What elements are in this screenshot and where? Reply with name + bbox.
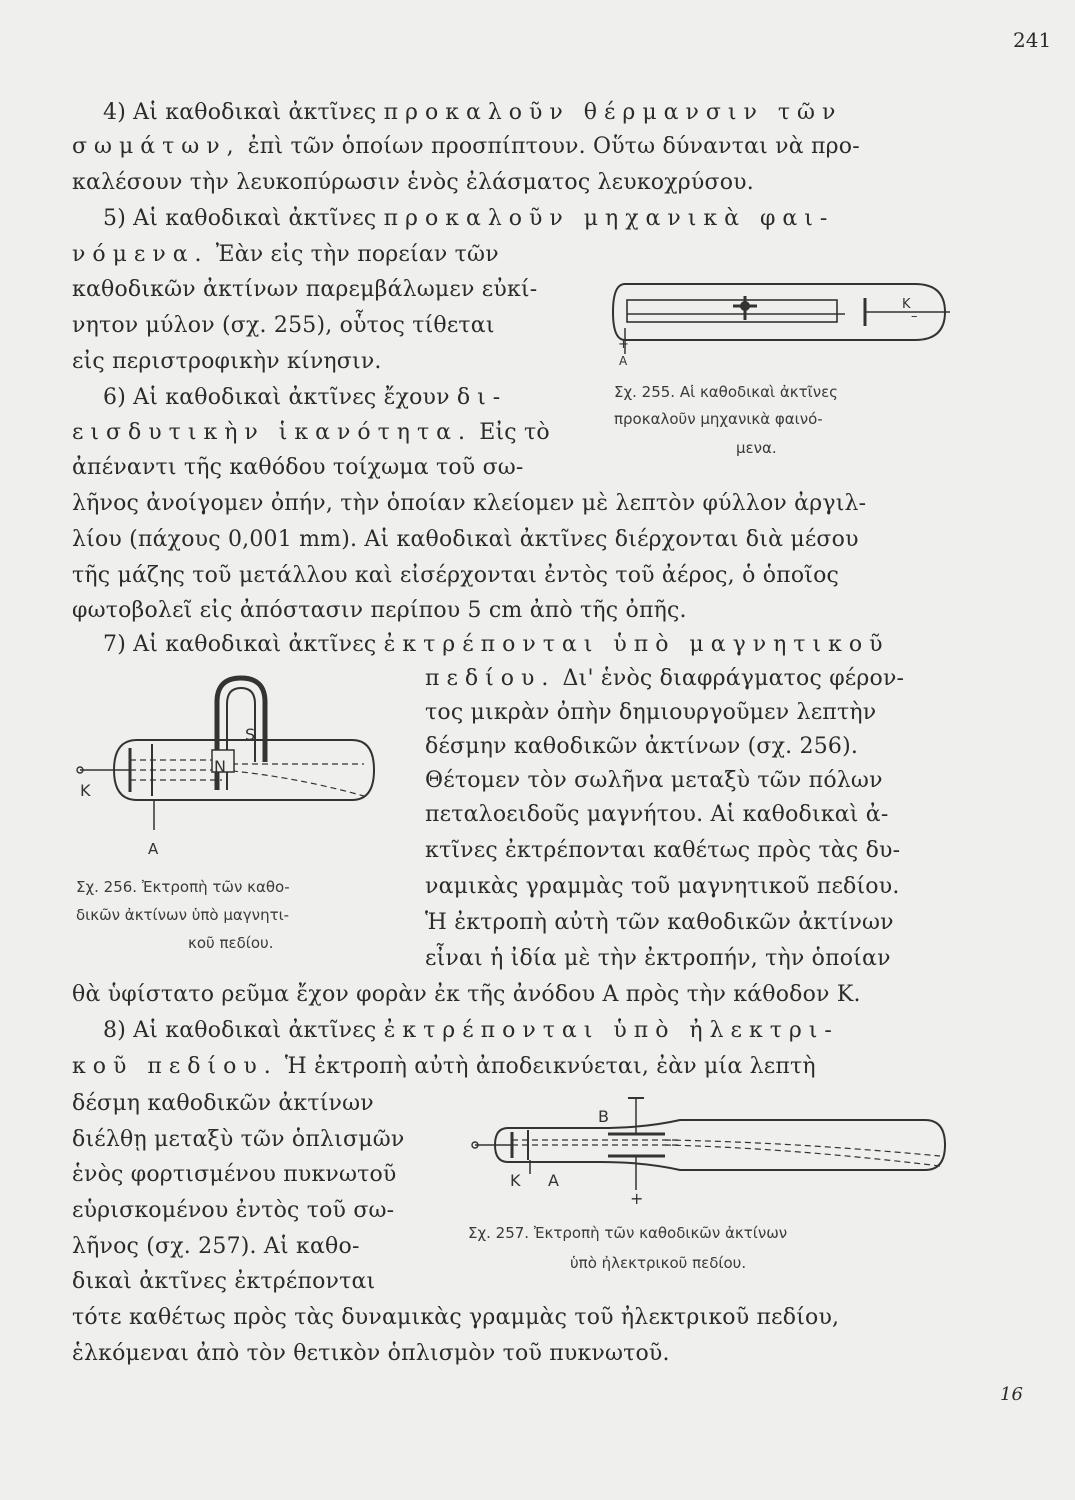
figure-255-diagram: [605, 272, 955, 372]
emphasis-text: κοῦ πεδίου.: [72, 1054, 278, 1079]
caption-fig257-line: Σχ. 257. Ἐκτροπὴ τῶν καθοδικῶν ἀκτίνων: [468, 1224, 788, 1242]
text-segment: 5) Αἱ καθοδικαὶ ἀκτῖνες: [103, 206, 377, 231]
anode-label: A: [548, 1171, 559, 1190]
emphasis-text: προκαλοῦν θέρμανσιν τῶν: [383, 100, 843, 125]
anode-plus: +: [618, 337, 629, 352]
text-line: [72, 240, 499, 270]
text-line: ναμικὰς γραμμὰς τοῦ μαγνητικοῦ πεδίου.: [425, 874, 900, 899]
emphasis-text: εισδυτικὴν ἱκανότητα.: [72, 420, 472, 445]
anode-label: A: [148, 840, 159, 858]
text-line: θὰ ὑφίστατο ρεῦμα ἔχον φορὰν ἐκ τῆς ἀνόδου Α πρὸς τὴν κάθοδον Κ.: [72, 982, 861, 1007]
text-line: Θέτομεν τὸν σωλῆνα μεταξὺ τῶν πόλων: [425, 768, 883, 793]
rail: [627, 300, 837, 322]
text-line: διέλθῃ μεταξὺ τῶν ὁπλισμῶν: [72, 1127, 405, 1152]
cathode-label: K: [80, 781, 91, 800]
text-line: τῆς μάζης τοῦ μετάλλου καὶ εἰσέρχονται ἐντὸς τοῦ ἀέρος, ὁ ὁποῖος: [72, 563, 840, 588]
text-line: εἶναι ἡ ἰδία μὲ τὴν ἐκτροπήν, τὴν ὁποίαν: [425, 946, 891, 971]
text-line: [103, 630, 889, 660]
text-line: καθοδικῶν ἀκτίνων παρεμβάλωμεν εὐκί-: [72, 277, 538, 302]
caption-fig256-line: κοῦ πεδίου.: [188, 934, 274, 952]
text-line: ἀπέναντι τῆς καθόδου τοίχωμα τοῦ σω-: [72, 455, 524, 480]
emphasis-text: προκαλοῦν μηχανικὰ φαι-: [383, 206, 835, 231]
text-line: λῆνος ἀνοίγομεν ὀπήν, τὴν ὁποίαν κλείομεν μὲ λεπτὸν φύλλον ἀργιλ-: [72, 491, 867, 516]
caption-fig256-line: Σχ. 256. Ἐκτροπὴ τῶν καθο-: [76, 878, 290, 896]
text-line: κτῖνες ἐκτρέπονται καθέτως πρὸς τὰς δυ-: [425, 838, 901, 863]
text-line: πεταλοειδοῦς μαγνήτου. Αἱ καθοδικαὶ ἀ-: [425, 802, 889, 827]
text-segment: 8) Αἱ καθοδικαὶ ἀκτῖνες: [103, 1018, 377, 1043]
text-segment: Εἰς τὸ: [479, 420, 550, 445]
cathode-label: K: [902, 297, 911, 312]
text-line: εὑρισκομένου ἐντὸς τοῦ σω-: [72, 1198, 395, 1223]
emphasis-text: πεδίου.: [425, 666, 556, 691]
south-label: S: [245, 725, 256, 744]
text-line: [425, 664, 904, 694]
text-segment: Ἐὰν εἰς τὴν πορείαν τῶν: [215, 242, 499, 267]
page-number: 241: [1013, 28, 1052, 52]
text-segment: 7) Αἱ καθοδικαὶ ἀκτῖνες: [103, 632, 377, 657]
text-line: [103, 1016, 839, 1046]
text-segment: ἐπὶ τῶν ὁποίων προσπίπτουν. Οὕτω δύνανται νὰ προ-: [247, 134, 860, 159]
plus-label: +: [630, 1189, 644, 1208]
text-line: δικαὶ ἀκτῖνες ἐκτρέπονται: [72, 1269, 376, 1294]
caption-fig255-line: προκαλοῦν μηχανικὰ φαινό-: [614, 410, 823, 428]
emphasis-text: νόμενα.: [72, 242, 209, 267]
caption-fig255-line: Σχ. 255. Αἱ καθοδικαὶ ἀκτῖνες: [614, 383, 838, 401]
text-segment: 4) Αἱ καθοδικαὶ ἀκτῖνες: [103, 100, 377, 125]
deflected-beam: [665, 1145, 940, 1166]
text-line: [72, 132, 860, 162]
text-line: ἑνὸς φορτισμένου πυκνωτοῦ: [72, 1162, 397, 1187]
deflected-beam: [222, 770, 364, 796]
footer-number: 16: [1000, 1384, 1023, 1405]
text-line: λῆνος (σχ. 257). Αἱ καθο-: [72, 1234, 360, 1259]
emphasis-text: δι-: [456, 385, 508, 410]
cathode-minus: –: [911, 309, 918, 324]
text-line: δέσμην καθοδικῶν ἀκτίνων (σχ. 256).: [425, 734, 859, 759]
text-segment: Δι' ἑνὸς διαφράγματος φέρον-: [562, 666, 905, 691]
emphasis-text: ἐκτρέπονται ὑπὸ μαγνητικοῦ: [383, 632, 890, 657]
text-segment: Ἡ ἐκτροπὴ αὐτὴ ἀποδεικνύεται, ἐὰν μία λεπτὴ: [284, 1054, 816, 1079]
text-line: εἰς περιστροφικὴν κίνησιν.: [72, 349, 382, 374]
text-line: Ἡ ἐκτροπὴ αὐτὴ τῶν καθοδικῶν ἀκτίνων: [425, 910, 894, 935]
text-line: [103, 98, 842, 128]
text-line: λίου (πάχους 0,001 mm). Αἱ καθοδικαὶ ἀκτῖνες διέρχονται διὰ μέσου: [72, 527, 859, 552]
text-segment: 6) Αἱ καθοδικαὶ ἀκτῖνες ἔχουν: [103, 385, 450, 410]
figure-257-diagram: [470, 1090, 950, 1210]
text-line: [72, 418, 550, 448]
emphasis-text: σωμάτων,: [72, 134, 241, 159]
text-line: καλέσουν τὴν λευκοπύρωσιν ἑνὸς ἐλάσματος λευκοχρύσου.: [72, 170, 754, 195]
text-line: ἑλκόμεναι ἀπὸ τὸν θετικὸν ὁπλισμὸν τοῦ πυκνωτοῦ.: [72, 1341, 670, 1366]
caption-fig256-line: δικῶν ἀκτίνων ὑπὸ μαγνητι-: [76, 906, 290, 924]
text-line: [72, 1052, 816, 1082]
caption-fig257-line: ὑπὸ ἠλεκτρικοῦ πεδίου.: [570, 1254, 747, 1272]
text-line: τότε καθέτως πρὸς τὰς δυναμικὰς γραμμὰς τοῦ ἠλεκτρικοῦ πεδίου,: [72, 1305, 840, 1330]
north-label: N: [214, 757, 226, 776]
anode-label: A: [619, 354, 628, 368]
text-line: τος μικρὰν ὀπὴν δημιουργοῦμεν λεπτὴν: [425, 700, 877, 725]
caption-fig255-line: μενα.: [736, 439, 777, 457]
text-line: δέσμη καθοδικῶν ἀκτίνων: [72, 1091, 374, 1116]
cathode-label: K: [510, 1171, 521, 1190]
text-line: [103, 383, 507, 413]
plate-label: B: [598, 1107, 609, 1126]
text-line: [103, 204, 834, 234]
text-line: νητον μύλον (σχ. 255), οὗτος τίθεται: [72, 313, 495, 338]
figure-256-diagram: [72, 672, 392, 862]
text-line: φωτοβολεῖ εἰς ἀπόστασιν περίπου 5 cm ἀπὸ τῆς ὀπῆς.: [72, 598, 687, 623]
emphasis-text: ἐκτρέπονται ὑπὸ ἠλεκτρι-: [383, 1018, 839, 1043]
